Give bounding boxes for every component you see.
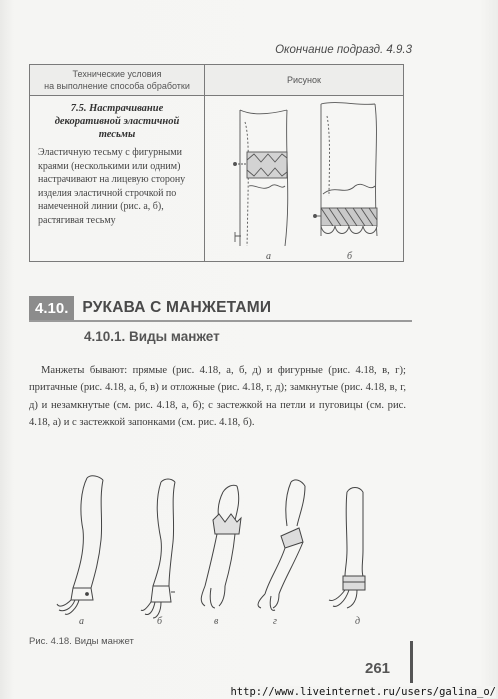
sleeve-a-drawing (57, 476, 103, 614)
item-title: 7.5. Настрачивание декоративной эластичной тесьмы (54, 103, 180, 140)
source-url: http://www.liveinternet.ru/users/galina_o/ (230, 686, 496, 698)
continuation-note: Окончание подразд. 4.9.3 (275, 44, 412, 56)
figure-caption: Рис. 4.18. Виды манжет (29, 636, 134, 647)
figure-cuff-types (29, 470, 409, 635)
drawing-label-b: б (347, 251, 353, 262)
sleeve-illustrations (29, 470, 409, 635)
sleeve-c-drawing (201, 485, 241, 608)
table-header-conditions: Технические условия на выполнение способа обработки (30, 65, 205, 96)
section-title: РУКАВА С МАНЖЕТАМИ (82, 299, 272, 316)
page-number: 261 (365, 660, 391, 677)
section-divider (29, 320, 412, 322)
sleeve-b-drawing (141, 479, 175, 618)
table-cell-description (30, 96, 205, 262)
figure-label-v: в (214, 616, 219, 627)
page-number-bar (410, 641, 413, 683)
figure-label-b: б (157, 616, 163, 627)
sleeve-e-drawing (329, 488, 365, 609)
figure-label-d: д (355, 616, 361, 627)
item-body: Эластичную тесьму с фигурными краями (несколькими или одним) настрачивают на лицевую сторону изделия эластичной строчкой по намеченной линии (рис. а, б), растягивая тесьму (38, 147, 186, 226)
table-cell-drawing (205, 96, 404, 262)
specification-table (29, 64, 404, 262)
tape-stitching-drawing (205, 96, 404, 262)
table-header-drawing: Рисунок (205, 65, 404, 96)
subsection-title: 4.10.1. Виды манжет (84, 329, 220, 344)
section-heading (29, 296, 271, 320)
drawing-label-a: а (266, 251, 271, 262)
sleeve-d-drawing (258, 480, 305, 610)
body-paragraph: Манжеты бывают: прямые (рис. 4.18, а, б, д) и фигурные (рис. 4.18, в, г); притачные (рис. 4.18, а, б, в) и отложные (рис. 4.18, г, д); замкнутые (рис. 4.18, в, г, д) и незамкнутые (см. рис. 4.18, а, б); с застежкой на петли и пуговицы (см. рис. 4.18, а) и с застежкой запонками (см. рис. 4.18, б). (29, 365, 406, 429)
figure-label-a: а (79, 616, 84, 627)
figure-label-g: г (273, 616, 277, 627)
section-number: 4.10. (29, 296, 74, 320)
